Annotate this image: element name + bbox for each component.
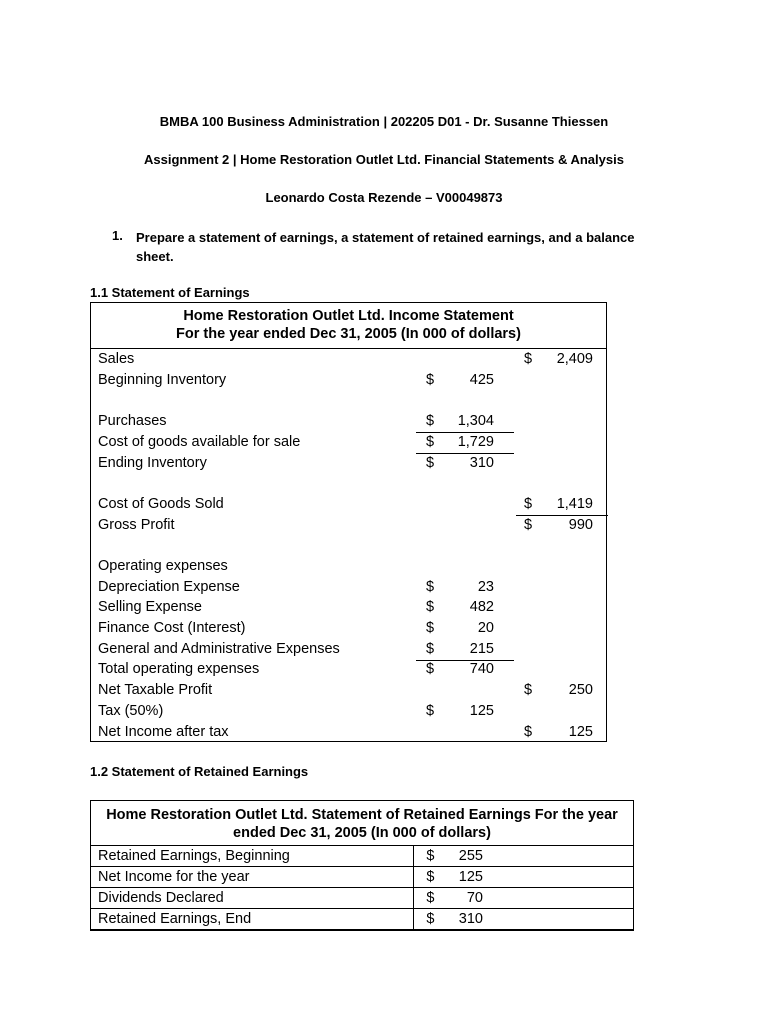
row-label-finance: Finance Cost (Interest) [98,620,246,636]
row-value: 125 [443,867,634,888]
value-sales: 2,409 [556,351,593,367]
retained-earnings-table [90,800,634,931]
question-text: Prepare a statement of earnings, a statement of retained earnings, and a balance sheet. [136,230,635,264]
value-selling: 482 [469,599,494,615]
row-label-tax: Tax (50%) [98,703,164,719]
row-label-beginning-inventory: Beginning Inventory [98,372,227,388]
row-value: 255 [443,846,634,867]
row-label-gna: General and Administrative Expenses [98,641,340,657]
currency-symbol: $ [426,434,435,450]
currency-symbol: $ [426,579,435,595]
row-label-operating-expenses: Operating expenses [98,558,228,574]
currency-symbol: $ [524,682,533,698]
row-value: 310 [443,909,634,931]
row-label-net-income: Net Income after tax [98,724,229,740]
currency-symbol: $ [524,724,533,740]
underline [516,515,608,516]
course-header: BMBA 100 Business Administration | 202205 D01 - Dr. Susanne Thiessen [159,114,609,129]
income-statement-title-line2: For the year ended Dec 31, 2005 (In 000 of dollars) [176,326,521,342]
value-purchases: 1,304 [457,413,494,429]
currency-symbol: $ [426,703,435,719]
value-beginning-inventory: 425 [469,372,494,388]
table-row [91,888,634,909]
table-row [91,867,634,888]
row-label-gross-profit: Gross Profit [98,517,175,533]
currency-symbol: $ [426,413,435,429]
section-title-earnings: 1.1 Statement of Earnings [90,285,250,300]
value-net-taxable: 250 [568,682,593,698]
row-label: Net Income for the year [91,867,414,888]
assignment-title: Assignment 2 | Home Restoration Outlet Ltd. Financial Statements & Analysis [144,152,624,167]
row-label-depreciation: Depreciation Expense [98,579,240,595]
row-label: Dividends Declared [91,888,414,909]
value-cogs: 1,419 [556,496,593,512]
value-ending-inventory: 310 [469,455,494,471]
row-label: Retained Earnings, End [91,909,414,931]
income-statement-title-line1: Home Restoration Outlet Ltd. Income Statement [183,308,514,324]
row-label-total-opex: Total operating expenses [98,661,260,677]
row-label-ending-inventory: Ending Inventory [98,455,207,471]
currency-symbol: $ [426,641,435,657]
currency-symbol: $ [414,867,443,888]
currency-symbol: $ [426,455,435,471]
currency-symbol: $ [426,661,435,677]
currency-symbol: $ [414,846,443,867]
section-title-retained-earnings: 1.2 Statement of Retained Earnings [90,764,309,779]
row-label: Retained Earnings, Beginning [91,846,414,867]
row-label-net-taxable: Net Taxable Profit [98,682,213,698]
income-statement-table [90,302,607,742]
underline [416,453,514,454]
row-label-sales: Sales [98,351,135,367]
value-tax: 125 [469,703,494,719]
currency-symbol: $ [524,351,533,367]
value-total-opex: 740 [469,661,494,677]
row-label-purchases: Purchases [98,413,167,429]
currency-symbol: $ [524,517,533,533]
currency-symbol: $ [426,372,435,388]
table-row [91,846,634,867]
row-label-selling: Selling Expense [98,599,202,615]
income-statement-title [91,307,606,343]
underline [416,432,514,433]
value-gross-profit: 990 [568,517,593,533]
value-finance: 20 [477,620,494,636]
student-name: Leonardo Costa Rezende – V00049873 [265,190,503,205]
table-row [91,909,634,931]
currency-symbol: $ [414,909,443,931]
question-number: 1. [112,228,123,243]
currency-symbol: $ [426,599,435,615]
row-label-cogs: Cost of Goods Sold [98,496,224,512]
currency-symbol: $ [524,496,533,512]
currency-symbol: $ [414,888,443,909]
row-value: 70 [443,888,634,909]
value-gna: 215 [469,641,494,657]
value-depreciation: 23 [477,579,494,595]
retained-earnings-title: Home Restoration Outlet Ltd. Statement of Retained Earnings For the year ended Dec 31, 2005 (In 000 of dollars) [91,801,634,846]
value-net-income: 125 [568,724,593,740]
currency-symbol: $ [426,620,435,636]
row-label-cogs-available: Cost of goods available for sale [98,434,301,450]
value-cogs-available: 1,729 [457,434,494,450]
title-divider [91,348,606,349]
